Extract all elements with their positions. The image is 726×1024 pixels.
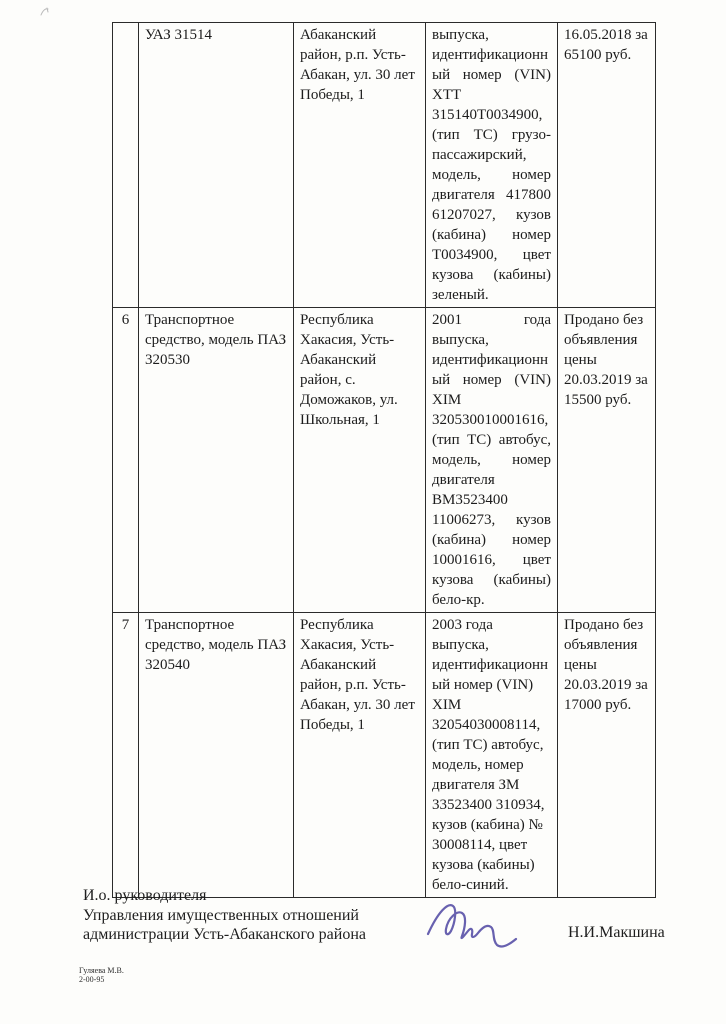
vehicles-table xyxy=(112,22,656,898)
cell-description: 2001 года выпуска, идентификационный номер (VIN) XIM 320530010001616, (тип ТС) автобус, модель, номер двигателя ВМ3523400 11006273, кузов (кабина) номер 10001616, цвет кузова (кабины) бело-кр. xyxy=(426,308,558,613)
signatory-name: Н.И.Макшина xyxy=(568,924,665,941)
signatory-title-line: Управления имущественных отношений xyxy=(83,906,359,924)
cell-description: 2003 года выпуска, идентификационный номер (VIN) XIM 32054030008114, (тип ТС) автобус, модель, номер двигателя ЗМ 33523400 310934, кузов (кабина) № 30008114, цвет кузова (кабины) бело-синий. xyxy=(426,613,558,898)
cell-address: Республика Хакасия, Усть-Абаканский район, с. Доможаков, ул. Школьная, 1 xyxy=(294,308,426,613)
handwritten-signature xyxy=(424,890,532,950)
cell-sale: Продано без объявления цены 20.03.2019 за 17000 руб. xyxy=(558,613,656,898)
cell-num: 7 xyxy=(113,613,139,898)
cell-address: Абаканский район, р.п. Усть-Абакан, ул. 30 лет Победы, 1 xyxy=(294,23,426,308)
table-row xyxy=(113,613,656,898)
cell-num xyxy=(113,23,139,308)
pen-mark xyxy=(38,6,52,18)
table-row xyxy=(113,23,656,308)
cell-num: 6 xyxy=(113,308,139,613)
cell-name: Транспортное средство, модель ПАЗ 320540 xyxy=(139,613,294,898)
cell-sale: Продано без объявления цены 20.03.2019 за 15500 руб. xyxy=(558,308,656,613)
cell-name: УАЗ 31514 xyxy=(139,23,294,308)
cell-sale: 16.05.2018 за 65100 руб. xyxy=(558,23,656,308)
executor-phone: 2-00-95 xyxy=(79,975,105,984)
signatory-title-line: И.о. руководителя xyxy=(83,887,207,904)
cell-description: выпуска, идентификационный номер (VIN) XTT 315140T0034900, (тип ТС) грузо-пассажирский, модель, номер двигателя 417800 61207027, кузов (кабина) номер T0034900, цвет кузова (кабины) зеленый. xyxy=(426,23,558,308)
table-row xyxy=(113,308,656,613)
cell-address: Республика Хакасия, Усть-Абаканский район, р.п. Усть-Абакан, ул. 30 лет Победы, 1 xyxy=(294,613,426,898)
executor-note xyxy=(79,966,124,984)
signatory-title-line: администрации Усть-Абаканского района xyxy=(83,926,366,943)
signatory-title xyxy=(83,886,366,945)
cell-name: Транспортное средство, модель ПАЗ 320530 xyxy=(139,308,294,613)
executor-name: Гуляева М.В. xyxy=(79,966,124,975)
